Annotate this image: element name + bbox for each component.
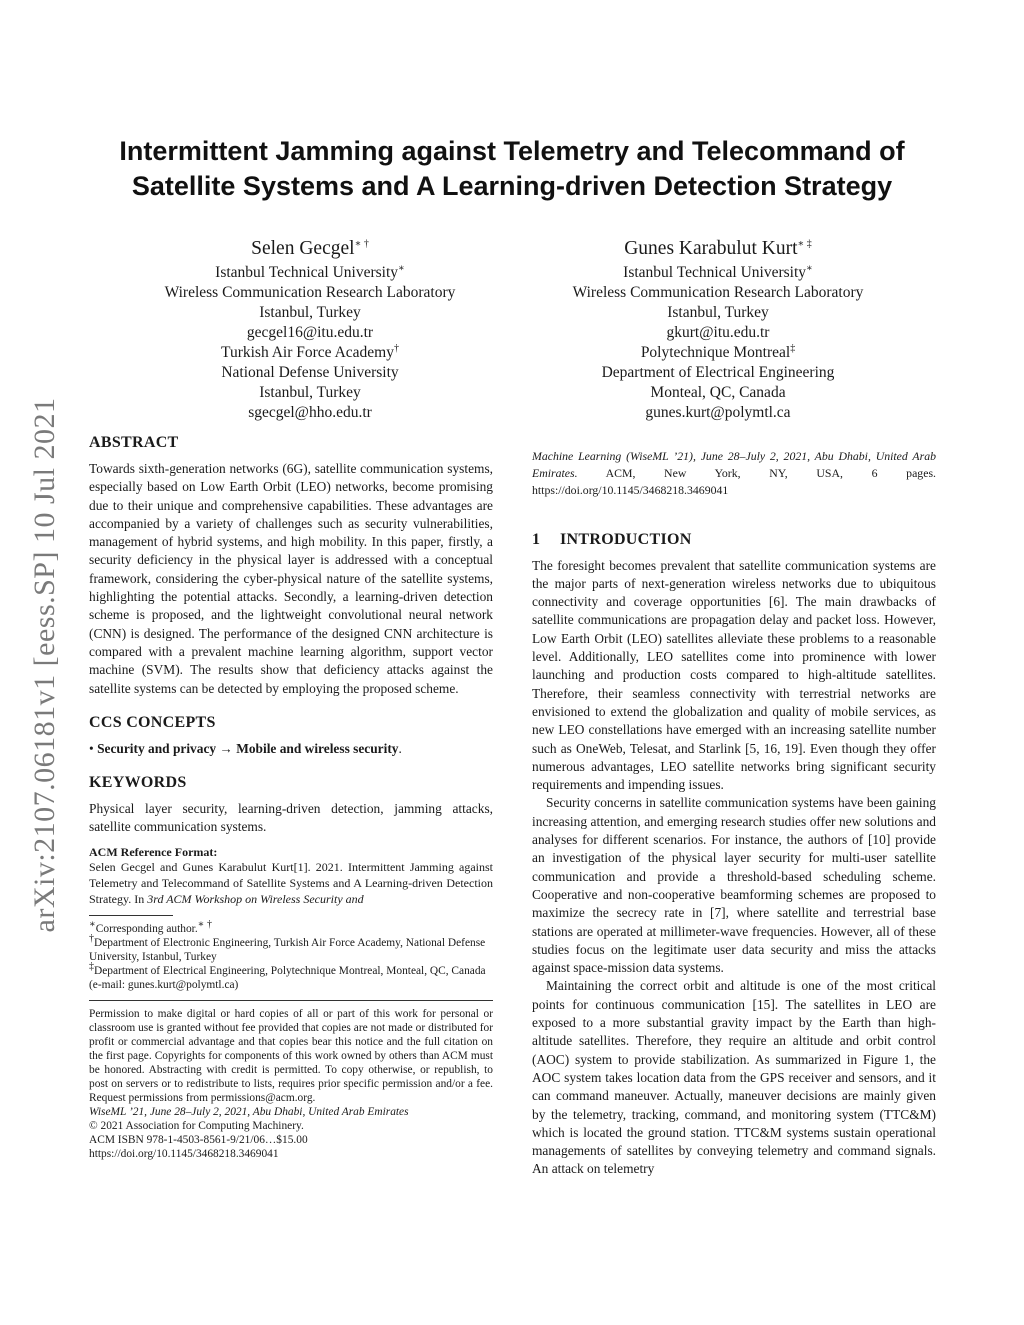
acm-reference-text [89, 860, 493, 907]
footnote-mark: ∗ † [197, 919, 212, 931]
introduction-heading [532, 529, 936, 551]
affiliation-text: Polytechnique Montreal [640, 344, 791, 361]
affiliation-line [508, 263, 928, 283]
affiliation-line [100, 263, 520, 283]
author-email: gkurt@itu.edu.tr [666, 324, 770, 341]
acm-reference-heading: ACM Reference Format: [89, 844, 218, 859]
affiliation-line: Wireless Communication Research Laboratory [164, 284, 456, 301]
author-marks: ∗ † [354, 238, 369, 250]
acm-reference-plain: Selen Gecgel and Gunes Karabulut Kurt[1]. 2021. Intermittent Jamming against Telemetry and Telecommand of Satellite Systems and A Learning-driven Detection Strategy. In [89, 860, 493, 906]
footnote-text: Department of Electronic Engineering, Turkish Air Force Academy, National Defense University, Istanbul, Turkey [89, 937, 486, 964]
acm-reference-italic: 3rd ACM Workshop on Wireless Security and [147, 891, 364, 906]
author-name-text: Gunes Karabulut Kurt [624, 238, 798, 259]
affiliation-mark: ∗ [806, 262, 813, 274]
section-number: 1 [532, 530, 541, 548]
copyright-line: © 2021 Association for Computing Machinery. [89, 1120, 304, 1133]
affiliation-text: Istanbul Technical University [215, 264, 399, 281]
author-block-1 [100, 236, 520, 423]
author-email: gecgel16@itu.edu.tr [246, 324, 374, 341]
ccs-concept: Security and privacy [97, 740, 217, 756]
author-block-2 [508, 236, 928, 423]
reference-italic: Machine Learning (WiseML ’21), June 28–July 2, 2021, Abu Dhabi, United Arab Emirates. [532, 448, 936, 480]
author-marks: ∗ ‡ [797, 238, 812, 250]
ccs-subconcept: Mobile and wireless security [236, 740, 399, 756]
intro-paragraph-2: Security concerns in satellite communication systems have been gaining increasing attention, and emerging research studies offer new solutions and analyses for different scenarios. For instance, the authors of [10] provide an investigation of the physical layer security for multi-user satellite communication and provide a threshold-based scheduling scheme. Cooperative and non-cooperative beamforming schemes are proposed to maximize the secrecy rate in [7], where satellite and terrestrial base stations are operated at millimeter-wave frequencies. However, all of these studies focus on the legitimate user data security and miss the attacks against space-mission data systems. [532, 795, 936, 976]
affiliation-line [100, 343, 520, 363]
author-name [508, 236, 928, 262]
arxiv-identifier: arXiv:2107.06181v1 [eess.SP] 10 Jul 2021 [28, 397, 61, 933]
left-column [89, 432, 493, 1161]
footnote-text: Department of Electrical Engineering, Polytechnique Montreal, Monteal, QC, Canada (e-mail: gunes.kurt@polymtl.ca) [89, 965, 486, 992]
ccs-concepts [89, 740, 493, 758]
affiliation-line: Istanbul, Turkey [259, 384, 361, 401]
keywords-heading: KEYWORDS [89, 774, 187, 792]
ccs-heading: CCS CONCEPTS [89, 713, 216, 731]
permission-notice: Permission to make digital or hard copies of all or part of this work for personal or classroom use is granted without fee provided that copies are not made or distributed for profit or commercial advantage and that copies bear this notice and the full citation on the first page. Copyrights for components of this work owned by others than ACM must be honored. Abstracting with credit is permitted. To copy otherwise, or republish, to post on servers or to redistribute to lists, requires prior specific permission and/or a fee. Request permissions from permissions@acm.org. [89, 1008, 493, 1105]
footnote-1 [89, 919, 493, 936]
section-title: INTRODUCTION [560, 530, 692, 548]
venue-line: WiseML ’21, June 28–July 2, 2021, Abu Dhabi, United Arab Emirates [89, 1106, 409, 1119]
affiliation-mark: ‡ [790, 342, 796, 354]
affiliation-line [508, 343, 928, 363]
intro-paragraph-1: The foresight becomes prevalent that satellite communication systems are the major parts of next-generation wireless networks due to ubiquitous connectivity and coverage opportunities [6]. The main drawbacks of satellite communications are propagation delay and packet loss. However, Low Earth Orbit (LEO) satellites alleviate these problems to a reasonable level. Additionally, LEO satellites come into prominence with lower launching and production costs compared to high-altitude satellites. Therefore, their seamless connectivity with terrestrial networks are envisioned to extend the globalization and quality of mobile services, as new LEO constellations have emerged with an increasing satellite number such as OneWeb, Telesat, and Starlink [5, 16, 19]. Even though they offer numerous advantages, LEO satellite networks bring significant security requirements and impending issues. [532, 557, 936, 793]
author-name [100, 236, 520, 262]
reference-continuation [532, 448, 936, 499]
ccs-end: . [398, 740, 402, 756]
footnote-mark: ‡ [89, 961, 94, 973]
affiliation-text: Turkish Air Force Academy [221, 344, 394, 361]
arxiv-sidebar [0, 0, 80, 1325]
affiliation-text: Istanbul Technical University [623, 264, 807, 281]
footnote-mark: ∗ [89, 919, 96, 931]
footnote-2 [89, 933, 493, 964]
right-column [532, 436, 936, 1179]
affiliation-line: National Defense University [221, 364, 399, 381]
arrow-icon: → [219, 740, 233, 756]
keywords-text: Physical layer security, learning-driven detection, jamming attacks, satellite communication systems. [89, 801, 493, 835]
affiliation-line: Department of Electrical Engineering [601, 364, 835, 381]
footnote-mark: † [89, 933, 94, 945]
bullet: • [89, 740, 94, 756]
abstract-heading: ABSTRACT [89, 434, 179, 451]
doi-link[interactable]: https://doi.org/10.1145/3468218.3469041 [89, 1148, 279, 1161]
author-name-text: Selen Gecgel [251, 238, 355, 259]
affiliation-line: Istanbul, Turkey [259, 304, 361, 321]
author-email: gunes.kurt@polymtl.ca [645, 404, 791, 421]
isbn-line: ACM ISBN 978-1-4503-8561-9/21/06…$15.00 [89, 1134, 308, 1147]
affiliation-mark: ∗ [398, 262, 405, 274]
affiliation-line: Istanbul, Turkey [667, 304, 769, 321]
abstract-text: Towards sixth-generation networks (6G), satellite communication systems, especially based on Low Earth Orbit (LEO) networks, become promising due to their unique and comprehensive capabilities. These advantages are accompanied by a variety of challenges such as security vulnerabilities, management of hybrid systems, and high mobility. In this paper, firstly, a security deficiency in the physical layer is addressed with a conceptual framework, considering the cyber-physical nature of the satellite systems, highlighting the potential attacks. Secondly, a learning-driven detection scheme is proposed, and the lightweight convolutional neural network (CNN) is designed. The performance of the designed CNN architecture is compared with a prevalent machine learning algorithm, support vector machine (SVM). The results show that deficiency attacks against the satellite systems can be detected by employing the proposed scheme. [89, 461, 493, 696]
affiliation-mark: † [393, 342, 399, 354]
footnote-3 [89, 961, 493, 992]
intro-paragraph-3: Maintaining the correct orbit and altitude is one of the most critical points for continuous communication [15]. The satellites in LEO are exposed to a more substantial gravity impact by the Earth than high-altitude satellites. Therefore, they require an altitude and orbit control (AOC) system to provide stabilization. As summarized in Figure 1, the AOC system takes location data from the GPS receiver and sensors, and it can command maneuver. Actually, maneuver decisions are mainly given by the telemetry, tracking, command, and monitoring system (TTC&M) which is located the ground station. TTC&M systems sustain operational managements of satellites by conveying telemetry and command signals. An attack on telemetry [532, 978, 936, 1177]
paper-title: Intermittent Jamming against Telemetry and Telecommand of Satellite Systems and A Learning-driven Detection Strategy [119, 136, 905, 201]
permission-rule [89, 1000, 493, 1001]
affiliation-line: Wireless Communication Research Laboratory [572, 284, 864, 301]
footnote-text: Corresponding author. [95, 923, 198, 936]
footnote-rule [89, 915, 173, 916]
author-email: sgecgel@hho.edu.tr [248, 404, 372, 421]
affiliation-line: Monteal, QC, Canada [650, 384, 786, 401]
reference-plain: ACM, New York, NY, USA, 6 pages. https://doi.org/10.1145/3468218.3469041 [532, 465, 936, 497]
